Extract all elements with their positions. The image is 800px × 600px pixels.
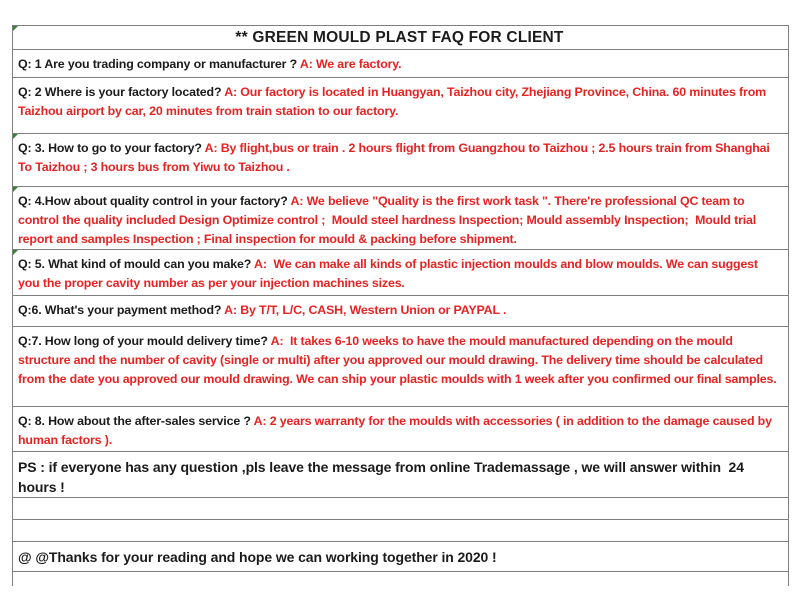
empty-row [13,498,788,520]
answer-text-segment: minutes from Taizhou airport by car, [18,85,770,118]
cell-comment-marker-icon [13,187,18,192]
answer-text: A: We believe "Quality is the first work task ". There're professional QC team to control the quality included Design Optimize control ; Mould steel hardness Inspection; Mould assembly Inspection; Mould trial report and samples Inspection ; Final inspection for mould & packing before shipment. [18,194,760,246]
cell-comment-marker-icon [13,134,18,139]
faq-row [13,250,788,296]
faq-row [13,50,788,78]
answer-text: A: 2 years warranty for the moulds with accessories ( in addition to the damage caused by human factors ). [18,414,776,447]
faq-row [13,327,788,407]
faq-row [13,296,788,327]
question-text: Q:7. How long of your mould delivery time? [18,334,271,348]
note-text: PS : if everyone has any question ,pls leave the message from online Trademassage , we will answer within 24 hours ! [18,459,748,495]
note-row [13,542,788,572]
answer-text: A: We are factory. [299,57,402,71]
question-text: Q: 3. How to go to your factory? [18,141,205,155]
note-row [13,452,788,498]
faq-row [13,187,788,250]
answer-text: A: By flight,bus or train . 2 hours flight from Guangzhou to Taizhou ; 2.5 hours train from Shanghai To Taizhou ; 3 hours bus from Yiwu to Taizhou . [18,141,774,174]
answer-text-segment: 20 [149,104,163,118]
faq-row [13,78,788,134]
faq-row [13,407,788,452]
note-text: @ @Thanks for your reading and hope we can working together in 2020 ! [18,549,497,565]
empty-row-open [13,572,788,586]
faq-rows-container [13,50,788,586]
cell-comment-marker-icon [13,26,18,31]
answer-text: A: By T/T, L/C, CASH, Western Union or PAYPAL . [224,303,507,317]
page-title: ** GREEN MOULD PLAST FAQ FOR CLIENT [235,29,564,46]
question-text: Q: 8. How about the after-sales service ? [18,414,254,428]
answer-text-segment: minutes from train station to our factory. [162,104,399,118]
document-title-row [13,26,788,50]
question-text: Q: 4.How about quality control in your factory? [18,194,291,208]
empty-row [13,520,788,542]
faq-document-table [12,25,789,586]
question-text: Q: 5. What kind of mould can you make? [18,257,255,271]
answer-text: A: It takes 6-10 weeks to have the mould manufactured depending on the mould structure and the number of cavity (single or multi) after you approved our mould drawing. The delivery time should be calculated from the date you approved our mould drawing. We can ship your plastic moulds with 1 week after you confirmed our final samples. [18,334,777,386]
answer-text-segment: 60 [672,85,690,99]
question-text: Q:6. What's your payment method? [18,303,225,317]
cell-comment-marker-icon [13,250,18,255]
answer-text-segment: A: Our factory is located in Huangyan, Taizhou city, Zhejiang Province, China. [224,85,673,99]
question-text: Q: 2 Where is your factory located? [18,85,225,99]
question-text: Q: 1 Are you trading company or manufacturer ? [18,57,300,71]
faq-row [13,134,788,187]
answer-text: A: We can make all kinds of plastic injection moulds and blow moulds. We can suggest you the proper cavity number as per your injection machines sizes. [18,257,762,290]
